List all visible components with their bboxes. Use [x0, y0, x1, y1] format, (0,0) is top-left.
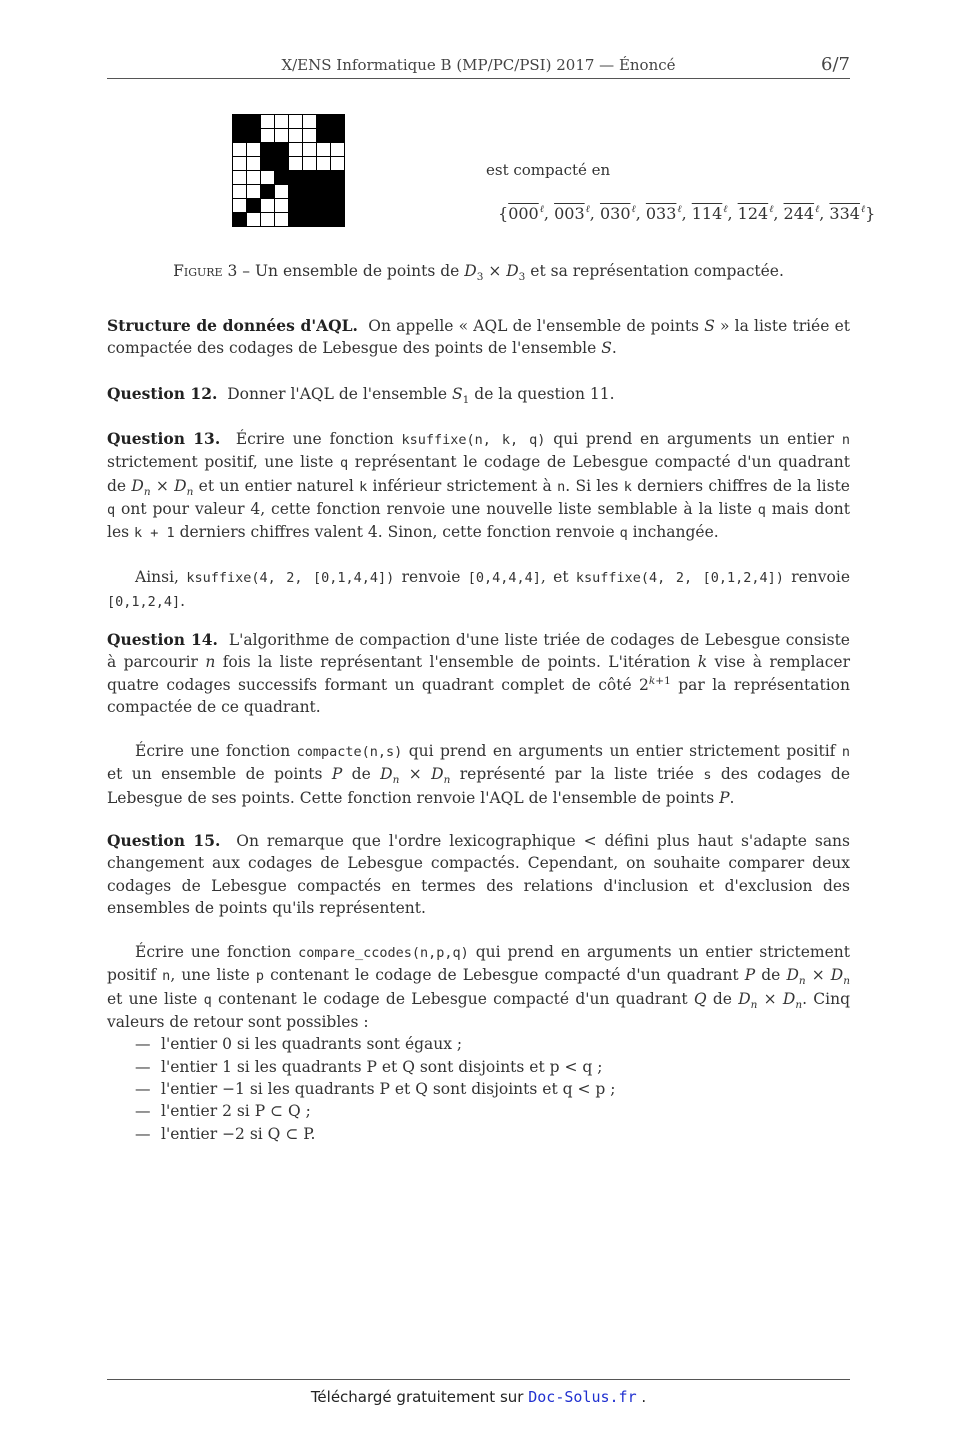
- list-item: — l'entier 1 si les quadrants P et Q sont disjoints et p < q ;: [135, 1056, 850, 1078]
- grid-cell-empty: [331, 143, 345, 157]
- header-title: X/ENS Informatique B (MP/PC/PSI) 2017 — Énoncé: [281, 56, 676, 74]
- grid-cell-filled: [289, 199, 303, 213]
- grid-cell-filled: [289, 213, 303, 227]
- grid-cell-empty: [303, 143, 317, 157]
- grid-cell-empty: [275, 115, 289, 129]
- grid-cell-filled: [261, 185, 275, 199]
- grid-cell-empty: [303, 157, 317, 171]
- code-superscript: ℓ: [815, 204, 820, 215]
- grid-cell-filled: [247, 129, 261, 143]
- grid-cell-filled: [303, 185, 317, 199]
- grid-cell-empty: [233, 185, 247, 199]
- grid-cell-empty: [275, 185, 289, 199]
- grid-cell-filled: [289, 171, 303, 185]
- code-superscript: ℓ: [769, 204, 774, 215]
- grid-cell-filled: [275, 171, 289, 185]
- code-superscript: ℓ: [723, 204, 728, 215]
- grid-cell-empty: [261, 199, 275, 213]
- grid-cell-empty: [247, 171, 261, 185]
- page-header: [107, 54, 850, 79]
- grid-cell-empty: [331, 157, 345, 171]
- list-item: — l'entier 2 si P ⊂ Q ;: [135, 1100, 850, 1122]
- code-superscript: ℓ: [860, 204, 866, 215]
- grid-cell-empty: [261, 171, 275, 185]
- return-values-list: [135, 1033, 850, 1144]
- compact-code: 114: [691, 204, 723, 223]
- grid-cell-filled: [317, 199, 331, 213]
- grid-cell-empty: [233, 143, 247, 157]
- code-superscript: ℓ: [677, 204, 682, 215]
- grid-cell-empty: [275, 129, 289, 143]
- structure-paragraph: Structure de données d'AQL. On appelle « AQL de l'ensemble de points S » la liste triée et compactée des codages de Lebesgue des points de l'ensemble S.: [107, 316, 850, 358]
- question-14: Question 14. L'algorithme de compaction d'une liste triée de codages de Lebesgue consiste à parcourir n fois la liste représentant l'ensemble de points. L'itération k vise à remplacer quatre codages successifs formant un quadrant complet de côté $2^{k+1}$ par la représentation compactée de ce quadrant. Écrire une fonction compacte(n,s) qui prend en arguments un entier strictement positif n et un ensemble de points P de $D_n \times D_n$ représenté par la liste triée s des codages de Lebesgue de ses points. Cette fonction renvoie l'AQL de l'ensemble de points P.: [107, 630, 851, 807]
- grid-cell-empty: [317, 143, 331, 157]
- grid-cell-filled: [317, 129, 331, 143]
- compact-code: 124: [737, 204, 769, 223]
- grid-cell-filled: [317, 171, 331, 185]
- grid-cell-filled: [233, 213, 247, 227]
- grid-cell-empty: [261, 129, 275, 143]
- grid-cell-empty: [289, 129, 303, 143]
- figure-compact-set: {$000^\ell$, $003^\ell$, $030^\ell$, $033^\ell$, $114^\ell$, $124^\ell$, $244^\ell$, $334^\ell$}: [498, 204, 876, 223]
- figure-caption: [107, 262, 850, 284]
- structure-title: Structure de données d'AQL.: [107, 316, 358, 335]
- footer-text: Téléchargé gratuitement sur: [310, 1388, 524, 1406]
- list-item: — l'entier −2 si Q ⊂ P.: [135, 1123, 850, 1145]
- code-superscript: ℓ: [631, 204, 636, 215]
- grid-cell-empty: [233, 199, 247, 213]
- grid-cell-filled: [317, 185, 331, 199]
- grid-cell-filled: [331, 213, 345, 227]
- grid-cell-filled: [289, 185, 303, 199]
- question-15: Question 15. On remarque que l'ordre lexicographique < défini plus haut s'adapte sans changement aux codages de Lebesgue compactés. Cependant, on souhaite comparer deux codages de Lebesgue compactés en termes des relations d'inclusion et d'exclusion des ensembles de points qu'ils représentent. Écrire une fonction compare_ccodes(n,p,q) qui prend en arguments un entier strictement positif n, une liste p contenant le codage de Lebesgue compacté d'un quadrant P de $D_n \times D_n$ et une liste q contenant le codage de Lebesgue compacté d'un quadrant Q de $D_n \times D_n$. Cinq valeurs de retour sont possibles : — l'entier 0 si les quadrants sont égaux ; — l'entier 1 si les quadrants P et Q sont disjoints et p < q ; — l'entier −1 si les quadrants P et Q sont disjoints et q < p ; — l'entier 2 si P ⊂ Q ; — l'entier −2 si Q ⊂ P.: [107, 830, 850, 1145]
- caption-label: Figure 3: [173, 262, 238, 280]
- grid-cell-empty: [247, 185, 261, 199]
- grid-cell-empty: [303, 129, 317, 143]
- q12-title: Question 12.: [107, 384, 218, 403]
- compact-code: 000: [508, 204, 539, 223]
- grid-cell-empty: [233, 157, 247, 171]
- footer-link[interactable]: Doc-Solus.fr: [528, 1388, 637, 1406]
- grid-cell-empty: [247, 213, 261, 227]
- code-superscript: ℓ: [585, 204, 590, 215]
- grid-cell-empty: [289, 115, 303, 129]
- q14-title: Question 14.: [107, 630, 218, 649]
- list-item: — l'entier −1 si les quadrants P et Q sont disjoints et q < p ;: [135, 1078, 850, 1100]
- grid-cell-filled: [331, 185, 345, 199]
- grid-cell-filled: [303, 213, 317, 227]
- grid-cell-filled: [275, 157, 289, 171]
- grid-cell-filled: [261, 157, 275, 171]
- question-13: Question 13. Écrire une fonction ksuffixe(n, k, q) qui prend en arguments un entier n strictement positif, une liste q représentant le codage de Lebesgue compacté d'un quadrant de $D_n \times D_n$ et un entier naturel k inférieur strictement à n. Si les k derniers chiffres de la liste q ont pour valeur 4, cette fonction renvoie une nouvelle liste semblable à la liste q mais dont les k + 1 derniers chiffres valent 4. Sinon, cette fonction renvoie q inchangée. Ainsi, ksuffixe(4, 2, [0,1,4,4]) renvoie [0,4,4,4], et ksuffixe(4, 2, [0,1,2,4]) renvoie [0,1,2,4].: [107, 429, 850, 610]
- caption-text: – Un ensemble de points de $D_3 \times D_3$ et sa représentation compactée.: [242, 262, 784, 284]
- compact-code: 244: [783, 204, 815, 223]
- grid-cell-empty: [303, 115, 317, 129]
- grid-cell-empty: [289, 157, 303, 171]
- grid-cell-filled: [317, 115, 331, 129]
- grid-cell-filled: [331, 171, 345, 185]
- question-12: Question 12. Donner l'AQL de l'ensemble $S_1$ de la question 11.: [107, 384, 615, 407]
- grid-cell-filled: [331, 199, 345, 213]
- grid-cell-filled: [317, 213, 331, 227]
- grid-cell-empty: [289, 143, 303, 157]
- grid-cell-filled: [331, 115, 345, 129]
- grid-cell-filled: [275, 143, 289, 157]
- grid-cell-empty: [247, 157, 261, 171]
- grid-cell-empty: [317, 157, 331, 171]
- grid-cell-filled: [247, 115, 261, 129]
- grid-cell-filled: [331, 129, 345, 143]
- grid-cell-filled: [303, 171, 317, 185]
- q13-title: Question 13.: [107, 429, 221, 448]
- grid-cell-filled: [303, 199, 317, 213]
- grid-cell-empty: [247, 143, 261, 157]
- compact-code: 030: [599, 204, 631, 223]
- page-footer: [107, 1379, 850, 1406]
- grid-cell-empty: [261, 213, 275, 227]
- grid-cell-empty: [233, 171, 247, 185]
- grid-cell-empty: [261, 115, 275, 129]
- grid-cell-empty: [275, 213, 289, 227]
- list-item: — l'entier 0 si les quadrants sont égaux ;: [135, 1033, 850, 1055]
- grid-cell-filled: [261, 143, 275, 157]
- figure-3-grid: [232, 114, 345, 227]
- grid-cell-filled: [247, 199, 261, 213]
- grid-cell-filled: [233, 115, 247, 129]
- compact-code: 033: [645, 204, 677, 223]
- footer-end: .: [641, 1388, 647, 1406]
- grid-cell-empty: [275, 199, 289, 213]
- compact-code: 003: [554, 204, 585, 223]
- q15-title: Question 15.: [107, 831, 221, 850]
- grid-cell-filled: [233, 129, 247, 143]
- code-superscript: ℓ: [539, 204, 544, 215]
- figure-compact-text: est compacté en: [486, 161, 611, 179]
- compact-code: 334: [829, 204, 860, 223]
- page-number: 6/7: [821, 54, 850, 75]
